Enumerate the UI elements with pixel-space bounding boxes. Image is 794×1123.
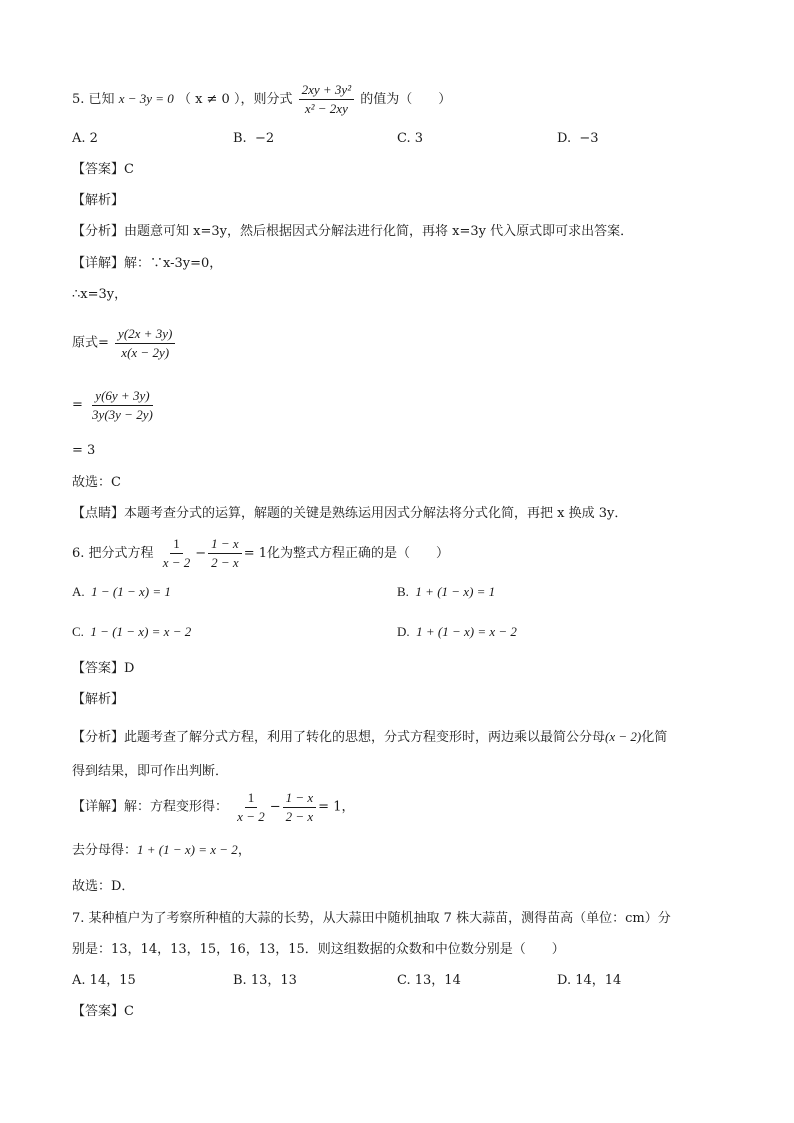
option-text: 1 − (1 − x) = 1 bbox=[91, 584, 171, 599]
q5-stem-b: 的值为（ ） bbox=[360, 92, 452, 107]
answer-value: C bbox=[124, 162, 134, 177]
qufenmu-end: ， bbox=[237, 843, 251, 858]
q6-analysis-label: 【解析】 bbox=[72, 692, 125, 707]
q5-stem bbox=[72, 82, 451, 117]
xiangjie-label: 【详解】 bbox=[72, 256, 125, 271]
q6-option-c bbox=[72, 622, 191, 642]
option-text: 3 bbox=[414, 131, 424, 146]
q5-step1-fraction bbox=[115, 326, 175, 361]
option-text: 1 − (1 − x) = x − 2 bbox=[90, 624, 192, 639]
q6-f1-num: 1 bbox=[170, 536, 183, 554]
option-text: 14，14 bbox=[575, 973, 622, 988]
step2-den: 3y(3y − 2y) bbox=[92, 407, 153, 422]
q6-number: 6. bbox=[72, 546, 85, 561]
q7-stem-2: 别是：13，14，13，15，16，13，15．则这组数据的众数和中位数分别是（ ） bbox=[72, 942, 565, 957]
q6-fraction-1 bbox=[160, 536, 194, 571]
q5-answer bbox=[72, 160, 134, 180]
option-letter: A. bbox=[72, 973, 86, 988]
q6-rhs: = 1 bbox=[243, 546, 267, 561]
fenxi-label: 【分析】 bbox=[72, 224, 125, 239]
option-text: 13，13 bbox=[250, 973, 297, 988]
answer-value: D bbox=[124, 661, 135, 676]
q6-f2-den: 2 − x bbox=[211, 555, 239, 570]
q7-answer bbox=[72, 1002, 134, 1022]
q5-analysis-label: 【解析】 bbox=[72, 193, 125, 208]
option-text: −2 bbox=[254, 131, 275, 146]
q7-option-a bbox=[72, 971, 136, 991]
q5-choose: 故选：C bbox=[72, 475, 121, 490]
option-text: 1 + (1 − x) = x − 2 bbox=[416, 624, 517, 639]
q5-option-a bbox=[72, 129, 98, 149]
yuanshi-label: 原式= bbox=[72, 335, 109, 351]
option-text: −3 bbox=[579, 131, 599, 146]
q5-option-c bbox=[397, 129, 423, 149]
q6-option-b bbox=[397, 582, 495, 602]
q6-xiangjie bbox=[72, 790, 354, 825]
option-text: 2 bbox=[89, 131, 98, 146]
q5-fenxi bbox=[72, 222, 633, 242]
xiangjie-text: 解：方程变形得： bbox=[124, 799, 229, 815]
xj-f2-num: 1 − x bbox=[283, 790, 317, 808]
dianjing-text: 本题考查分式的运算，解题的关键是熟练运用因式分解法将分式化简，再把 x 换成 3y． bbox=[124, 506, 628, 521]
option-letter: D. bbox=[557, 973, 572, 988]
qufenmu-math: 1 + (1 − x) = x − 2 bbox=[137, 842, 238, 857]
q5-condition: x − 3y = 0 bbox=[118, 91, 174, 106]
fenxi-label: 【分析】 bbox=[72, 730, 125, 745]
xj-f1-den: x − 2 bbox=[237, 809, 265, 824]
q6-f2-num: 1 − x bbox=[208, 536, 242, 554]
xiangjie-text: 解：∵x-3y=0， bbox=[124, 256, 223, 271]
xiangjie-label: 【详解】 bbox=[72, 799, 125, 815]
q5-xiangjie bbox=[72, 254, 222, 274]
option-letter: C. bbox=[397, 973, 411, 988]
dianjing-label: 【点睛】 bbox=[72, 506, 125, 521]
q6-qufenmu bbox=[72, 840, 251, 861]
answer-label: 【答案】 bbox=[72, 1004, 125, 1019]
qufenmu-label: 去分母得： bbox=[72, 843, 138, 858]
q5-frac-den: x² − 2xy bbox=[304, 101, 348, 116]
q7-option-d bbox=[557, 971, 621, 991]
q5-stem-a: 已知 bbox=[88, 92, 115, 107]
step2-num: y(6y + 3y) bbox=[92, 388, 152, 406]
xj-minus: − bbox=[269, 799, 281, 815]
q5-therefore: ∴x=3y， bbox=[72, 287, 128, 302]
option-letter: D. bbox=[557, 131, 572, 146]
q5-number: 5. bbox=[72, 92, 85, 107]
option-letter: C. bbox=[72, 624, 84, 639]
option-letter: B. bbox=[397, 584, 409, 599]
answer-label: 【答案】 bbox=[72, 661, 125, 676]
q5-step3: = 3 bbox=[72, 443, 96, 458]
q6-option-d bbox=[397, 622, 517, 642]
q6-minus: − bbox=[195, 546, 207, 561]
fenxi-text: 由题意可知 x=3y，然后根据因式分解法进行化简，再将 x=3y 代入原式即可求出答案． bbox=[124, 224, 634, 239]
q5-option-d bbox=[557, 129, 599, 149]
q6-stem-a: 把分式方程 bbox=[88, 546, 154, 561]
fenxi-math: (x − 2) bbox=[605, 729, 642, 744]
q7-option-b bbox=[233, 971, 297, 991]
q5-step2 bbox=[72, 388, 158, 423]
q5-frac-num: 2xy + 3y² bbox=[299, 82, 354, 100]
option-letter: B. bbox=[233, 973, 247, 988]
option-letter: A. bbox=[72, 584, 85, 599]
q5-step2-fraction bbox=[89, 388, 156, 423]
q6-option-a bbox=[72, 582, 171, 602]
fenxi-text-1: 此题考查了解分式方程，利用了转化的思想，分式方程变形时，两边乘以最简公分母 bbox=[124, 730, 606, 745]
q6-xj-fraction-2 bbox=[283, 790, 317, 825]
q6-stem bbox=[72, 536, 449, 571]
q6-xj-fraction-1 bbox=[234, 790, 268, 825]
xj-rhs: = 1， bbox=[318, 799, 355, 815]
q7-number: 7. bbox=[72, 911, 85, 926]
equals-sign: = bbox=[72, 397, 83, 413]
q6-choose: 故选：D． bbox=[72, 879, 135, 894]
q5-option-b bbox=[233, 129, 274, 149]
option-text: 1 + (1 − x) = 1 bbox=[415, 584, 496, 599]
option-letter: D. bbox=[397, 624, 410, 639]
q5-dianjing bbox=[72, 504, 627, 524]
option-letter: A. bbox=[72, 131, 86, 146]
step1-den: x(x − 2y) bbox=[121, 345, 170, 360]
q6-answer bbox=[72, 659, 134, 679]
q7-stem-text-1: 某种植户为了考察所种植的大蒜的长势，从大蒜田中随机抽取 7 株大蒜苗，测得苗高（单位：cm）分 bbox=[88, 911, 671, 926]
q5-fraction bbox=[299, 82, 354, 117]
step1-num: y(2x + 3y) bbox=[115, 326, 175, 344]
fenxi-text-2: 化简 bbox=[641, 730, 668, 745]
q5-step1 bbox=[72, 326, 177, 361]
answer-value: C bbox=[124, 1004, 134, 1019]
q5-paren: （ x ≠ 0 ），则分式 bbox=[177, 92, 293, 107]
q6-stem-b: 化为整式方程正确的是（ ） bbox=[267, 546, 450, 561]
q6-fraction-2 bbox=[208, 536, 242, 571]
q6-fenxi bbox=[72, 727, 667, 748]
q6-fenxi-cont: 得到结果，即可作出判断． bbox=[72, 764, 229, 779]
option-letter: B. bbox=[233, 131, 247, 146]
q7-stem-1 bbox=[72, 909, 671, 929]
xj-f2-den: 2 − x bbox=[285, 809, 314, 824]
option-text: 13，14 bbox=[414, 973, 461, 988]
option-text: 14，15 bbox=[89, 973, 136, 988]
answer-label: 【答案】 bbox=[72, 162, 125, 177]
q6-f1-den: x − 2 bbox=[162, 555, 191, 570]
option-letter: C. bbox=[397, 131, 411, 146]
xj-f1-num: 1 bbox=[245, 790, 258, 808]
q7-option-c bbox=[397, 971, 461, 991]
